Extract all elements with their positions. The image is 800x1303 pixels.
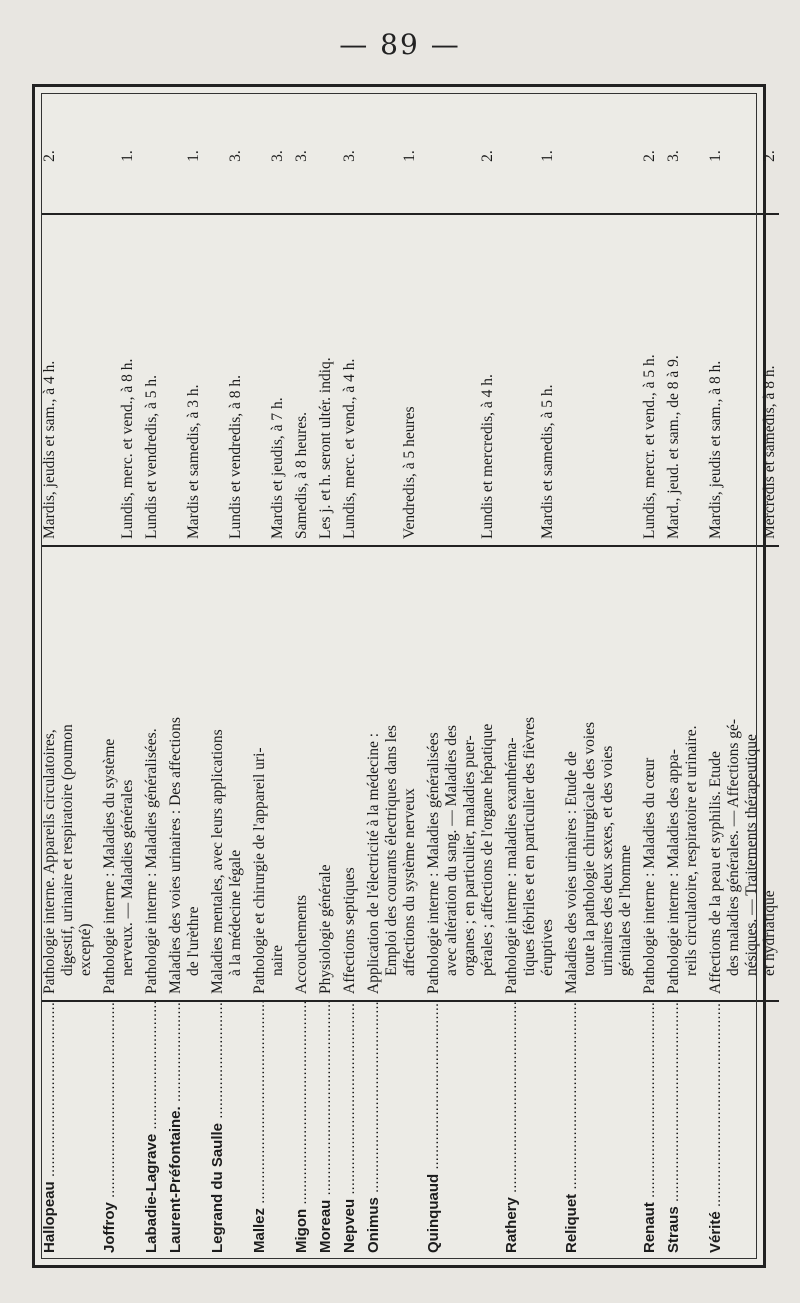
table-row <box>137 99 161 1259</box>
course-subject-line: Physiologie générale <box>317 864 334 994</box>
course-number-line <box>503 105 521 207</box>
course-subject-line: Affections septiques <box>341 867 358 994</box>
course-schedule-line <box>101 221 119 539</box>
course-subject-line: nésiques. — Traitements thérapeutique <box>743 734 760 976</box>
course-subject-line: Pathologie interne : Maladies généralisées <box>425 732 442 994</box>
course-subject-line: Maladies des voies urinaires : Etude de <box>563 751 580 994</box>
professor-name <box>701 1001 779 1259</box>
professor-name-text: Reliquet ..... <box>563 1001 580 1253</box>
table-row <box>659 99 701 1259</box>
course-table-frame <box>32 84 778 1268</box>
course-schedule-line <box>581 221 599 539</box>
course-schedule-line <box>365 221 383 539</box>
professor-name <box>41 1001 95 1259</box>
table-row <box>287 99 311 1259</box>
course-schedule <box>335 214 359 546</box>
professor-name-text: Legrand du Saulle ..... <box>209 1001 226 1253</box>
professor-name-text: Laurent-Préfontaine. ..... <box>167 1001 184 1253</box>
professor-name <box>635 1001 659 1259</box>
course-subject <box>701 546 779 1001</box>
course-number <box>659 99 701 214</box>
course-schedule-line: Mard., jeud. et sam., de 8 à 9. <box>665 355 682 539</box>
course-number-line <box>683 105 701 207</box>
course-number-line <box>563 105 581 207</box>
professor-name-text: Quinquaud ..... <box>425 1001 442 1253</box>
course-subject-line: excepté) <box>77 923 94 976</box>
table-row <box>311 99 335 1259</box>
professor-name <box>557 1001 635 1259</box>
course-schedule <box>41 214 95 546</box>
course-subject-line: tiques fébriles et en particulier des fièvres <box>521 716 538 976</box>
course-schedule-line <box>383 221 401 539</box>
course-subject-line: organes ; en particulier, maladies puer- <box>461 735 478 976</box>
course-number-line <box>725 105 743 207</box>
course-number <box>287 99 311 214</box>
course-schedule-line <box>743 221 761 539</box>
course-subject <box>635 546 659 1001</box>
course-schedule-line <box>599 221 617 539</box>
table-row <box>419 99 497 1259</box>
course-number-line <box>617 105 635 207</box>
course-subject <box>95 546 137 1001</box>
course-schedule-line <box>461 221 479 539</box>
course-number-line <box>143 105 161 207</box>
course-subject <box>161 546 203 1001</box>
professor-name-text: Renaut ..... <box>641 1001 658 1253</box>
professor-name <box>137 1001 161 1259</box>
professor-name-text: Straus ..... <box>665 1001 682 1253</box>
course-schedule <box>203 214 245 546</box>
course-subject <box>203 546 245 1001</box>
course-number-line <box>743 105 761 207</box>
course-number-line <box>101 105 119 207</box>
course-number-line: 3. <box>341 150 358 162</box>
course-schedule-line <box>563 221 581 539</box>
course-number-line <box>167 105 185 207</box>
professor-name <box>287 1001 311 1259</box>
professor-name <box>659 1001 701 1259</box>
professor-name-text: Nepveu ..... <box>341 1001 358 1253</box>
course-schedule-line: Mardis, jeudis et sam., à 8 h. <box>707 360 724 539</box>
course-subject-line: Emploi des courants électriques dans les <box>383 725 400 976</box>
professor-name-text: Joffroy ..... <box>101 1001 118 1253</box>
course-subject-line: Pathologie interne : Maladies du système <box>101 738 118 994</box>
professor-name-text: Moreau ..... <box>317 1001 334 1253</box>
course-schedule <box>557 214 635 546</box>
course-number-line <box>251 105 269 207</box>
course-schedule-line: Lundis, mercr. et vend., à 5 h. <box>641 354 658 539</box>
course-number-line: 2. <box>41 150 58 162</box>
table-row <box>335 99 359 1259</box>
table-row <box>161 99 203 1259</box>
course-number-line <box>521 105 539 207</box>
page-number: — 89 — <box>339 28 461 61</box>
course-subject-line: Pathologie interne : Maladies du cœur <box>641 757 658 994</box>
course-table <box>41 99 779 1259</box>
course-number <box>701 99 779 214</box>
course-subject-line: toute la pathologie chirurgicale des voies <box>581 721 598 976</box>
course-number <box>245 99 287 214</box>
course-subject-line: Maladies des voies urinaires : Des affections <box>167 717 184 994</box>
course-subject-line: génitales de l'homme <box>617 844 634 976</box>
course-schedule <box>245 214 287 546</box>
course-number-line: 1. <box>539 150 556 162</box>
course-schedule-line <box>425 221 443 539</box>
course-number-line: 2. <box>761 150 778 162</box>
course-number-line <box>581 105 599 207</box>
course-subject-line: Accouchements <box>293 895 310 994</box>
course-schedule-line <box>443 221 461 539</box>
course-schedule <box>497 214 557 546</box>
course-schedule-line: Lundis et vendredis, à 8 h. <box>227 374 244 539</box>
professor-name <box>497 1001 557 1259</box>
course-schedule-line <box>683 221 701 539</box>
course-subject <box>359 546 419 1001</box>
course-number <box>557 99 635 214</box>
course-subject-line: naire <box>269 945 286 976</box>
course-schedule <box>137 214 161 546</box>
professor-name <box>311 1001 335 1259</box>
course-schedule <box>419 214 497 546</box>
course-schedule-line <box>209 221 227 539</box>
professor-name <box>161 1001 203 1259</box>
course-number-line: 3. <box>293 150 310 162</box>
course-schedule-line: Mardis et samedis, à 5 h. <box>539 384 556 539</box>
course-schedule-line: Lundis et vendredis, à 5 h. <box>143 374 160 539</box>
table-row <box>557 99 635 1259</box>
course-subject-line: pérales ; affections de l'organe hépatique <box>479 723 496 976</box>
course-schedule <box>95 214 137 546</box>
course-number-line: 3. <box>269 150 286 162</box>
course-schedule <box>311 214 335 546</box>
course-subject-line: urinaires des deux sexes, et des voies <box>599 745 616 976</box>
course-number-line: 2. <box>641 150 658 162</box>
course-subject-line: Maladies mentales, avec leurs applications <box>209 729 226 994</box>
course-subject <box>659 546 701 1001</box>
course-number-line <box>599 105 617 207</box>
professor-name-text: Vérité ..... <box>707 1001 724 1253</box>
course-number-line: 2. <box>479 150 496 162</box>
table-row <box>635 99 659 1259</box>
course-schedule-line <box>503 221 521 539</box>
professor-name-text: Rathery ..... <box>503 1001 520 1253</box>
course-number <box>359 99 419 214</box>
course-table-rotated <box>41 99 778 1259</box>
course-number <box>311 99 335 214</box>
course-number-line: 1. <box>707 150 724 162</box>
course-number-line <box>365 105 383 207</box>
course-subject <box>419 546 497 1001</box>
course-subject <box>335 546 359 1001</box>
course-schedule-line: Lundis, merc. et vend., à 8 h. <box>119 358 136 539</box>
course-number-line: 1. <box>119 150 136 162</box>
course-number <box>161 99 203 214</box>
course-schedule-line <box>167 221 185 539</box>
course-schedule-line: Mardis et jeudis, à 7 h. <box>269 397 286 539</box>
course-schedule-line: Mercredis et samedis, à 8 h. <box>761 365 778 539</box>
course-subject-line: reils circulatoire, respiratoire et urinaire. <box>683 725 700 976</box>
course-number-line <box>425 105 443 207</box>
course-number <box>497 99 557 214</box>
course-schedule-line: Mardis, jeudis et sam., à 4 h. <box>41 360 58 539</box>
professor-name <box>419 1001 497 1259</box>
course-subject-line: des maladies générales. — Affections gé- <box>725 718 742 976</box>
course-schedule <box>161 214 203 546</box>
course-schedule-line <box>521 221 539 539</box>
course-schedule <box>635 214 659 546</box>
professor-name-text: Hallopeau ..... <box>41 1001 58 1253</box>
course-schedule <box>701 214 779 546</box>
course-number-line <box>383 105 401 207</box>
professor-name <box>95 1001 137 1259</box>
course-schedule-line: Les j. et h. seront ultér. indiq. <box>317 357 334 539</box>
course-subject-line: Affections de la peau et syphilis. Etude <box>707 751 724 994</box>
course-subject <box>497 546 557 1001</box>
table-row <box>701 99 779 1259</box>
professor-name <box>245 1001 287 1259</box>
table-row <box>359 99 419 1259</box>
course-subject-line: Pathologie et chirurgie de l'appareil uri- <box>251 747 268 994</box>
course-schedule <box>659 214 701 546</box>
course-number-line <box>317 105 335 207</box>
course-schedule-line: Vendredis, à 5 heures <box>401 406 418 539</box>
course-subject-line: Pathologie interne : Maladies généralisées. <box>143 728 160 994</box>
course-subject-line: avec altération du sang. — Maladies des <box>443 725 460 976</box>
table-row <box>95 99 137 1259</box>
course-subject-line: Application de l'électricité à la médecine : <box>365 732 382 994</box>
professor-name <box>203 1001 245 1259</box>
course-schedule-line: Lundis, merc. et vend., à 4 h. <box>341 358 358 539</box>
course-subject-line: Pathologie interne : maladies exanthéma- <box>503 737 520 994</box>
course-subject <box>41 546 95 1001</box>
course-subject-line: Pathologie interne : Maladies des appa- <box>665 749 682 994</box>
course-schedule <box>287 214 311 546</box>
course-number-line <box>209 105 227 207</box>
course-number-line: 1. <box>185 150 202 162</box>
course-number <box>335 99 359 214</box>
table-row <box>41 99 95 1259</box>
course-subject-line: affections du système nerveux <box>401 788 418 976</box>
course-number <box>203 99 245 214</box>
course-schedule <box>359 214 419 546</box>
course-subject <box>245 546 287 1001</box>
course-subject <box>557 546 635 1001</box>
course-subject-line: éruptives <box>539 919 556 976</box>
course-number-line: 1. <box>401 150 418 162</box>
course-number-line: 3. <box>227 150 244 162</box>
table-row <box>497 99 557 1259</box>
course-number <box>95 99 137 214</box>
course-schedule-line: Mardis et samedis, à 3 h. <box>185 384 202 539</box>
course-schedule-line: Lundis et mercredis, à 4 h. <box>479 374 496 539</box>
course-number-line <box>461 105 479 207</box>
course-subject-line: à la médecine légale <box>227 849 244 976</box>
table-row <box>203 99 245 1259</box>
professor-name-text: Mallez ..... <box>251 1001 268 1253</box>
course-table-body <box>41 99 779 1259</box>
professor-name-text: Labadie-Lagrave ..... <box>143 1001 160 1253</box>
course-subject-line: et hydriatique <box>761 890 778 976</box>
course-number-line: 3. <box>665 150 682 162</box>
course-schedule-line <box>617 221 635 539</box>
course-subject-line: digestif, urinaire et respiratoire (poumon <box>59 724 76 976</box>
course-schedule-line: Samedis, à 8 heures. <box>293 412 310 539</box>
course-number <box>41 99 95 214</box>
course-subject-line: Pathologie interne. Appareils circulatoires, <box>41 729 58 994</box>
course-subject <box>137 546 161 1001</box>
course-subject-line: de l'urèthre <box>185 906 202 976</box>
course-number-line <box>443 105 461 207</box>
course-schedule-line <box>251 221 269 539</box>
course-schedule-line <box>725 221 743 539</box>
course-subject <box>311 546 335 1001</box>
course-subject-line: nerveux. — Maladies générales <box>119 779 136 976</box>
professor-name <box>359 1001 419 1259</box>
course-number <box>635 99 659 214</box>
course-number <box>137 99 161 214</box>
table-row <box>245 99 287 1259</box>
professor-name-text: Onimus ..... <box>365 1001 382 1253</box>
course-number <box>419 99 497 214</box>
professor-name-text: Migon ..... <box>293 1001 310 1253</box>
professor-name <box>335 1001 359 1259</box>
course-subject <box>287 546 311 1001</box>
